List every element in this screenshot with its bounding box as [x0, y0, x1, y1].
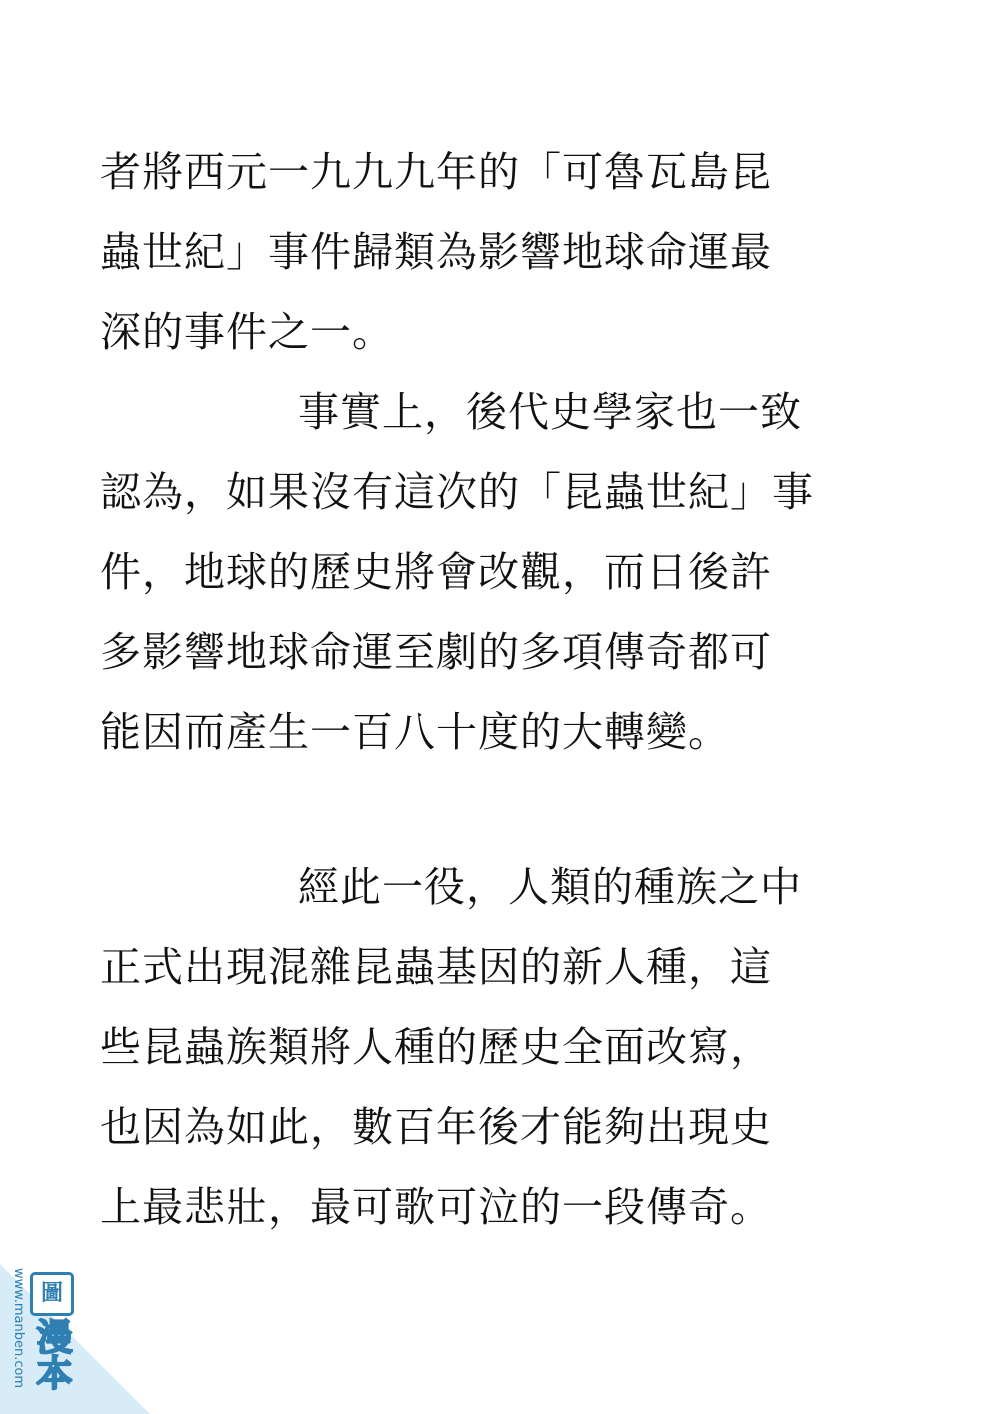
text-line: 也因為如此，數百年後才能夠出現史	[100, 1103, 772, 1151]
page-text	[100, 132, 900, 1247]
text-line: 者將西元一九九九年的「可魯瓦島昆	[100, 148, 772, 196]
paragraph-gap	[100, 772, 900, 847]
text-line: 深的事件之一。	[100, 308, 394, 356]
paragraph-first-line: 事實上，後代史學家也一致	[298, 388, 802, 436]
watermark-logo-text: 漫本	[31, 1318, 72, 1390]
text-line: 正式出現混雜昆蟲基因的新人種，這	[100, 943, 772, 991]
paragraph-first-line: 經此一役，人類的種族之中	[298, 863, 802, 911]
watermark-logo-icon: 圖	[30, 1272, 74, 1316]
text-line: 能因而產生一百八十度的大轉變。	[100, 708, 730, 756]
text-line: 上最悲壯，最可歌可泣的一段傳奇。	[100, 1183, 772, 1231]
text-line: 認為，如果沒有這次的「昆蟲世紀」事	[100, 468, 814, 516]
text-line: 蟲世紀」事件歸類為影響地球命運最	[100, 228, 772, 276]
watermark-url: www.manben.com	[11, 1268, 26, 1389]
text-line: 些昆蟲族類將人種的歷史全面改寫，	[100, 1023, 772, 1071]
text-line: 件，地球的歷史將會改觀，而日後許	[100, 548, 772, 596]
text-line: 多影響地球命運至劇的多項傳奇都可	[100, 628, 772, 676]
